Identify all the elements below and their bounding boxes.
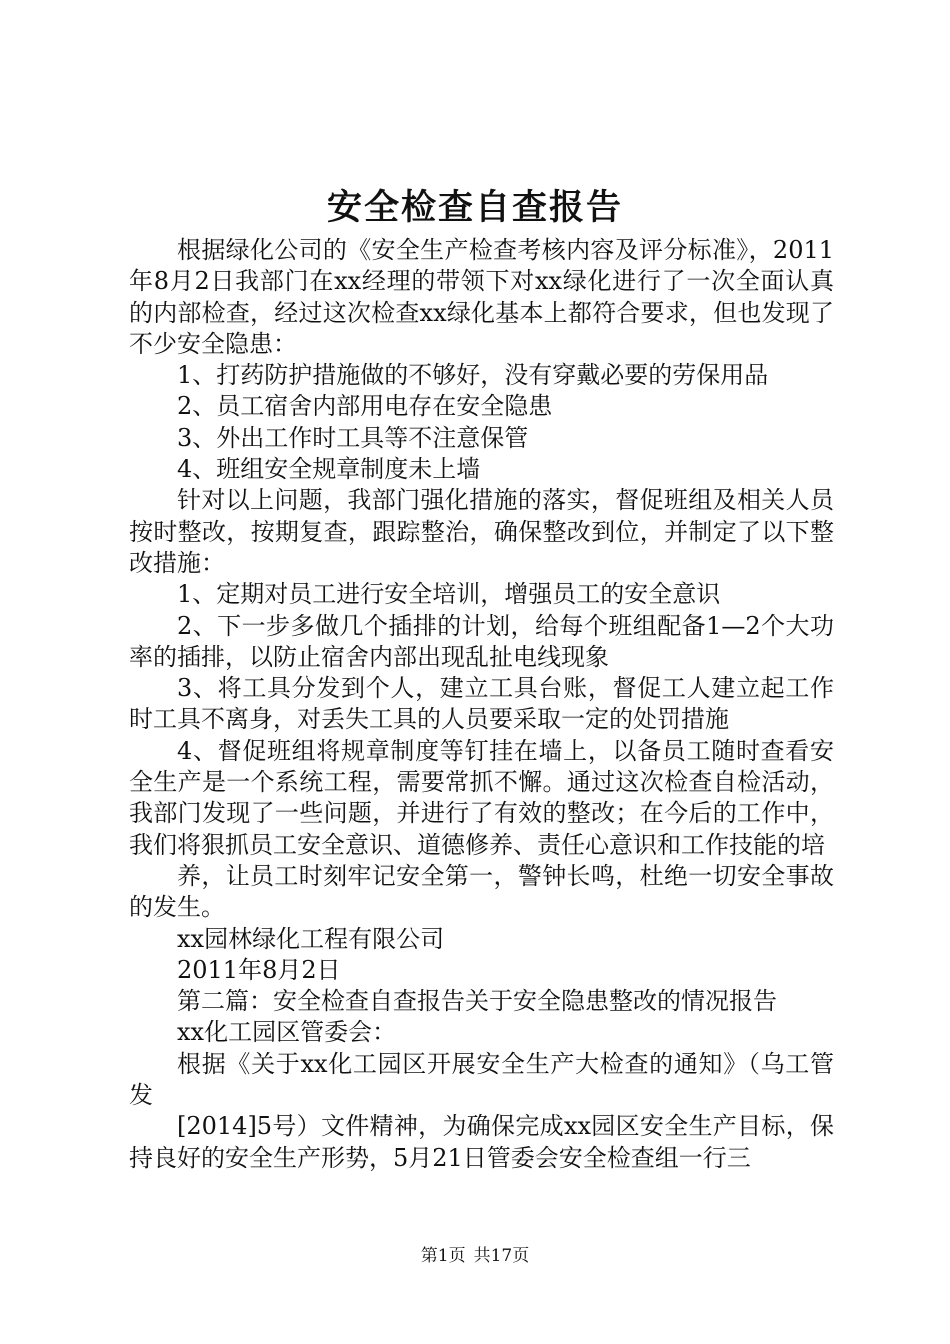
report-paragraph-2: [2014]5号）文件精神，为确保完成xx园区安全生产目标，保持良好的安全生产形势，5月21日管委会安全检查组一行三 <box>129 1112 834 1172</box>
measure-item-3: 3、将工具分发到个人，建立工具台账，督促工人建立起工作时工具不离身，对丢失工具的人员要采取一定的处罚措施 <box>129 674 834 734</box>
issue-item-2: 2、员工宿舍内部用电存在安全隐患 <box>177 392 553 421</box>
issue-item-1: 1、打药防护措施做的不够好，没有穿戴必要的劳保用品 <box>177 361 769 390</box>
signature-date: 2011年8月2日 <box>177 955 341 984</box>
measures-intro-paragraph: 针对以上问题，我部门强化措施的落实，督促班组及相关人员按时整改，按期复查，跟踪整治，确保整改到位，并制定了以下整改措施： <box>129 486 834 577</box>
measure-item-2: 2、下一步多做几个插排的计划，给每个班组配备1—2个大功率的插排，以防止宿舍内部出现乱扯电线现象 <box>129 611 834 671</box>
measure-item-1: 1、定期对员工进行安全培训，增强员工的安全意识 <box>177 580 721 609</box>
measure-item-4: 4、督促班组将规章制度等钉挂在墙上，以备员工随时查看安全生产是一个系统工程，需要常抓不懈。通过这次检查自检活动，我部门发现了一些问题，并进行了有效的整改；在今后的工作中，我们将狠抓员工安全意识、道德修养、责任心意识和工作技能的培 <box>129 736 834 859</box>
issue-item-3: 3、外出工作时工具等不注意保管 <box>177 423 529 452</box>
intro-paragraph: 根据绿化公司的《安全生产检查考核内容及评分标准》，2011年8月2日我部门在xx经理的带领下对xx绿化进行了一次全面认真的内部检查，经过这次检查xx绿化基本上都符合要求，但也发现了不少安全隐患： <box>129 236 834 358</box>
signature-company: xx园林绿化工程有限公司 <box>177 924 445 953</box>
addressee: xx化工园区管委会： <box>177 1018 397 1047</box>
document-body <box>129 235 834 1174</box>
issue-item-4: 4、班组安全规章制度未上墙 <box>177 455 481 484</box>
page-total: 共17页 <box>473 1246 530 1266</box>
page-footer <box>0 1244 950 1268</box>
report-paragraph-1: 根据《关于xx化工园区开展安全生产大检查的通知》（乌工管发 <box>129 1049 834 1110</box>
section-heading: 第二篇：安全检查自查报告关于安全隐患整改的情况报告 <box>177 987 777 1016</box>
closing-paragraph: 养，让员工时刻牢记安全第一，警钟长鸣，杜绝一切安全事故的发生。 <box>129 861 834 922</box>
page-number: 第1页 <box>420 1246 466 1266</box>
page-title: 安全检查自查报告 <box>326 187 623 228</box>
